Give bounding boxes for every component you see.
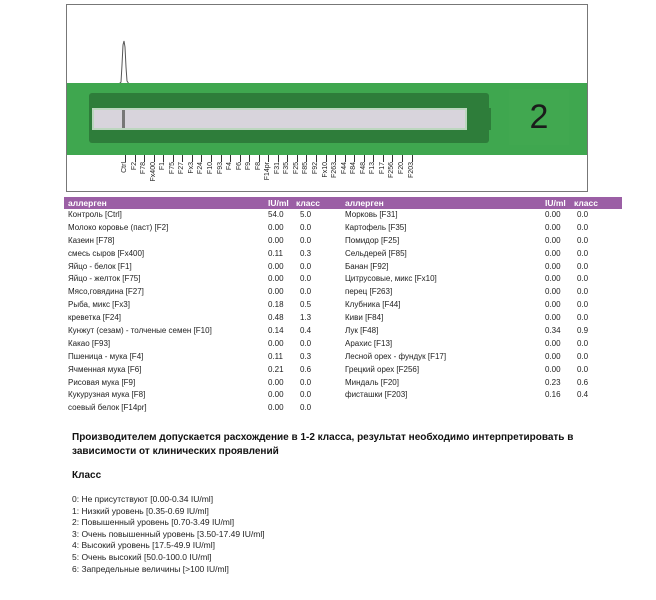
strip-tick (221, 155, 222, 162)
right-iu-value: 0.16 (545, 390, 561, 400)
left-iu-value: 0.00 (268, 287, 284, 297)
left-class-value: 0.5 (300, 300, 312, 310)
left-iu-value: 0.11 (268, 248, 283, 258)
strip-tick-label: F44 (341, 162, 348, 175)
right-iu-value: 0.00 (545, 222, 561, 232)
right-class-value: 0.0 (577, 313, 589, 323)
right-allergen-name: Лесной орех - фундук [F17] (345, 351, 447, 361)
strip-tick-label: F6 (236, 162, 243, 171)
strip-tick (144, 155, 145, 162)
table-row (64, 364, 622, 377)
strip-tick (383, 155, 384, 162)
strip-tick-label: F75 (169, 162, 176, 175)
right-iu-value: 0.00 (545, 287, 561, 297)
strip-tick-label: F2 (131, 162, 138, 171)
strip-tick-label: F13 (369, 162, 376, 175)
strip-tick-label: F10 (207, 162, 214, 175)
left-allergen-name: Какао [F93] (68, 338, 111, 348)
right-allergen-name: Помидор [F25] (345, 235, 400, 245)
strip-tick (402, 155, 403, 162)
strip-tick (259, 155, 260, 162)
right-iu-value: 0.00 (545, 210, 561, 219)
class-legend-item: 6: Запредельные величины [>100 IU/ml] (72, 563, 229, 574)
right-allergen-name: Арахис [F13] (345, 338, 393, 348)
left-class-value: 0.0 (300, 338, 312, 348)
left-allergen-name: Ячменная мука [F6] (68, 364, 142, 374)
right-allergen-name: Морковь [F31] (345, 210, 398, 219)
test-strip-image (66, 4, 588, 192)
strip-tick (364, 155, 365, 162)
strip-tick-label: F78 (140, 162, 147, 175)
left-allergen-name: Контроль [Ctrl] (68, 210, 122, 219)
right-class-value: 0.0 (577, 287, 589, 297)
left-iu-value: 0.21 (268, 364, 284, 374)
right-class-value: 0.0 (577, 235, 589, 245)
strip-tick (345, 155, 346, 162)
right-iu-value: 0.00 (545, 364, 561, 374)
strip-tick-label: Ctrl (121, 162, 128, 173)
left-class-value: 0.0 (300, 287, 312, 297)
right-allergen-name: Картофель [F35] (345, 222, 407, 232)
left-allergen-name: Молоко коровье (паст) [F2] (68, 222, 169, 232)
class-legend-list (72, 494, 265, 575)
right-allergen-name: перец [F263] (345, 287, 393, 297)
left-class-value: 0.0 (300, 377, 312, 387)
left-iu-value: 0.00 (268, 390, 284, 400)
strip-tick-label: F203 (408, 162, 415, 178)
left-iu-value: 0.11 (268, 351, 283, 361)
strip-tick-label: F20 (398, 162, 405, 175)
right-iu-value: 0.00 (545, 274, 561, 284)
left-iu-value: 0.00 (268, 403, 284, 413)
table-row (64, 312, 622, 325)
left-class-value: 0.3 (300, 351, 312, 361)
strip-tick (163, 155, 164, 162)
strip-tick (373, 155, 374, 162)
left-iu-value: 0.00 (268, 338, 284, 348)
table-row (64, 402, 622, 415)
left-class-value: 0.3 (300, 248, 312, 258)
table-row (64, 286, 622, 299)
strip-tick-label: F17 (379, 162, 386, 175)
left-iu-value: 0.00 (268, 274, 284, 284)
left-class-value: 0.0 (300, 403, 312, 413)
control-band (122, 110, 125, 128)
table-row (64, 338, 622, 351)
left-allergen-name: Рыба, микс [Fx3] (68, 300, 130, 310)
strip-tick (135, 155, 136, 162)
right-allergen-name: Миндаль [F20] (345, 377, 399, 387)
header-class-left: класс (296, 198, 320, 208)
strip-tick (354, 155, 355, 162)
class-legend-title: Класс (72, 470, 102, 481)
left-allergen-name: соевый белок [F14pr] (68, 403, 147, 413)
left-allergen-name: Казеин [F78] (68, 235, 115, 245)
chromatogram-trace (67, 5, 588, 85)
right-iu-value: 0.00 (545, 300, 561, 310)
right-iu-value: 0.00 (545, 338, 561, 348)
table-row (64, 389, 622, 402)
right-iu-value: 0.34 (545, 326, 561, 336)
strip-tick (268, 155, 269, 162)
strip-tick (287, 155, 288, 162)
strip-tick-label: F93 (217, 162, 224, 175)
left-allergen-name: смесь сыров [Fx400] (68, 248, 145, 258)
class-legend-item: 4: Высокий уровень [17.5-49.9 IU/ml] (72, 540, 215, 551)
class-legend-item: 3: Очень повышенный уровень [3.50-17.49 IU/ml] (72, 528, 265, 539)
table-row (64, 325, 622, 338)
left-allergen-name: Кукурузная мука [F8] (68, 390, 146, 400)
left-class-value: 5.0 (300, 210, 312, 219)
strip-tick (412, 155, 413, 162)
left-iu-value: 0.48 (268, 313, 284, 323)
class-legend-item: 0: Не присутствуют [0.00-0.34 IU/ml] (72, 494, 214, 504)
right-iu-value: 0.00 (545, 261, 561, 271)
left-class-value: 0.6 (300, 364, 312, 374)
strip-tick (249, 155, 250, 162)
strip-tick (230, 155, 231, 162)
allergen-tick-axis (67, 155, 588, 192)
right-allergen-name: Клубника [F44] (345, 300, 401, 310)
strip-tick (201, 155, 202, 162)
right-allergen-name: Цитрусовые, микс [Fx10] (345, 274, 437, 284)
right-class-value: 0.4 (577, 390, 589, 400)
strip-window (92, 108, 467, 130)
left-iu-value: 0.00 (268, 377, 284, 387)
results-table (64, 197, 622, 415)
left-class-value: 0.0 (300, 274, 312, 284)
right-iu-value: 0.00 (545, 313, 561, 323)
strip-tick (306, 155, 307, 162)
strip-tick (392, 155, 393, 162)
class-legend-item: 2: Повышенный уровень [0.70-3.49 IU/ml] (72, 517, 235, 528)
strip-tick-label: F9 (245, 162, 252, 171)
left-allergen-name: Яйцо - желток [F75] (68, 274, 141, 284)
left-allergen-name: креветка [F24] (68, 313, 121, 323)
right-class-value: 0.0 (577, 248, 589, 258)
table-header (64, 197, 622, 209)
right-class-value: 0.0 (577, 300, 589, 310)
strip-tick-label: F256 (388, 162, 395, 178)
header-class-right: класс (574, 198, 598, 208)
disclaimer-note: Производителем допускается расхождение в 1-2 класса, результат необходимо интерпретировать в зависимости от клинических проявлений (72, 432, 574, 457)
header-allergen-right: аллерген (345, 198, 384, 208)
right-class-value: 0.0 (577, 364, 589, 374)
table-rows (64, 209, 622, 415)
strip-tick (278, 155, 279, 162)
right-allergen-name: фисташки [F203] (345, 390, 408, 400)
left-class-value: 1.3 (300, 313, 312, 323)
left-iu-value: 0.00 (268, 261, 284, 271)
right-iu-value: 0.00 (545, 235, 561, 245)
strip-tick-label: F25 (293, 162, 300, 175)
left-allergen-name: Кунжут (сезам) - толченые семен [F10] (68, 326, 212, 336)
left-class-value: 0.0 (300, 222, 312, 232)
header-allergen-left: аллерген (68, 198, 107, 208)
table-row (64, 235, 622, 248)
strip-tick (182, 155, 183, 162)
table-row (64, 222, 622, 235)
right-allergen-name: Лук [F48] (345, 326, 379, 336)
header-iu-right: IU/ml (545, 198, 566, 208)
left-iu-value: 0.18 (268, 300, 284, 310)
right-allergen-name: Грецкий орех [F256] (345, 364, 420, 374)
strip-tick (173, 155, 174, 162)
left-class-value: 0.0 (300, 390, 312, 400)
right-allergen-name: Киви [F84] (345, 313, 384, 323)
strip-tick (297, 155, 298, 162)
strip-tick (335, 155, 336, 162)
class-legend-item: 1: Низкий уровень [0.35-0.69 IU/ml] (72, 505, 209, 516)
left-iu-value: 0.00 (268, 222, 284, 232)
right-class-value: 0.0 (577, 222, 589, 232)
strip-tick (240, 155, 241, 162)
strip-tick-label: Fx10 (322, 162, 329, 178)
right-class-value: 0.9 (577, 326, 589, 336)
table-row (64, 299, 622, 312)
table-row (64, 273, 622, 286)
strip-tick-label: F35 (283, 162, 290, 175)
right-class-value: 0.0 (577, 338, 589, 348)
strip-number: 2 (509, 89, 569, 145)
strip-tick-label: Fx3 (188, 162, 195, 174)
table-row (64, 248, 622, 261)
left-class-value: 0.0 (300, 235, 312, 245)
strip-tick-label: F85 (302, 162, 309, 175)
right-allergen-name: Сельдерей [F85] (345, 248, 407, 258)
left-allergen-name: Мясо,говядина [F27] (68, 287, 144, 297)
strip-body (67, 83, 588, 155)
strip-tick (154, 155, 155, 162)
left-class-value: 0.0 (300, 261, 312, 271)
right-iu-value: 0.00 (545, 248, 561, 258)
right-class-value: 0.6 (577, 377, 589, 387)
strip-tick-label: F1 (159, 162, 166, 171)
strip-tick-label: F92 (312, 162, 319, 175)
strip-tick (211, 155, 212, 162)
left-allergen-name: Рисовая мука [F9] (68, 377, 136, 387)
strip-tick-label: F14pr (264, 162, 271, 181)
table-row (64, 351, 622, 364)
strip-tick-label: F4 (226, 162, 233, 171)
left-class-value: 0.4 (300, 326, 312, 336)
left-iu-value: 54.0 (268, 210, 284, 219)
strip-tick-label: F263 (331, 162, 338, 178)
left-iu-value: 0.14 (268, 326, 284, 336)
strip-tick-label: F31 (274, 162, 281, 175)
left-iu-value: 0.00 (268, 235, 284, 245)
right-allergen-name: Банан [F92] (345, 261, 389, 271)
strip-tick-label: F48 (360, 162, 367, 175)
right-class-value: 0.0 (577, 351, 589, 361)
table-row (64, 261, 622, 274)
strip-tick-label: F27 (178, 162, 185, 175)
strip-tick (316, 155, 317, 162)
strip-tick-label: F84 (350, 162, 357, 175)
strip-tick-label: Fx400 (150, 162, 157, 182)
left-allergen-name: Яйцо - белок [F1] (68, 261, 132, 271)
class-legend-item: 5: Очень высокий [50.0-100.0 IU/ml] (72, 551, 212, 562)
right-class-value: 0.0 (577, 261, 589, 271)
right-iu-value: 0.23 (545, 377, 561, 387)
table-row (64, 377, 622, 390)
strip-tick-label: F24 (197, 162, 204, 175)
right-class-value: 0.0 (577, 274, 589, 284)
header-iu-left: IU/ml (268, 198, 289, 208)
strip-tick-label: F8 (255, 162, 262, 171)
left-allergen-name: Пшеница - мука [F4] (68, 351, 144, 361)
table-row (64, 209, 622, 222)
right-iu-value: 0.00 (545, 351, 561, 361)
right-class-value: 0.0 (577, 210, 589, 219)
